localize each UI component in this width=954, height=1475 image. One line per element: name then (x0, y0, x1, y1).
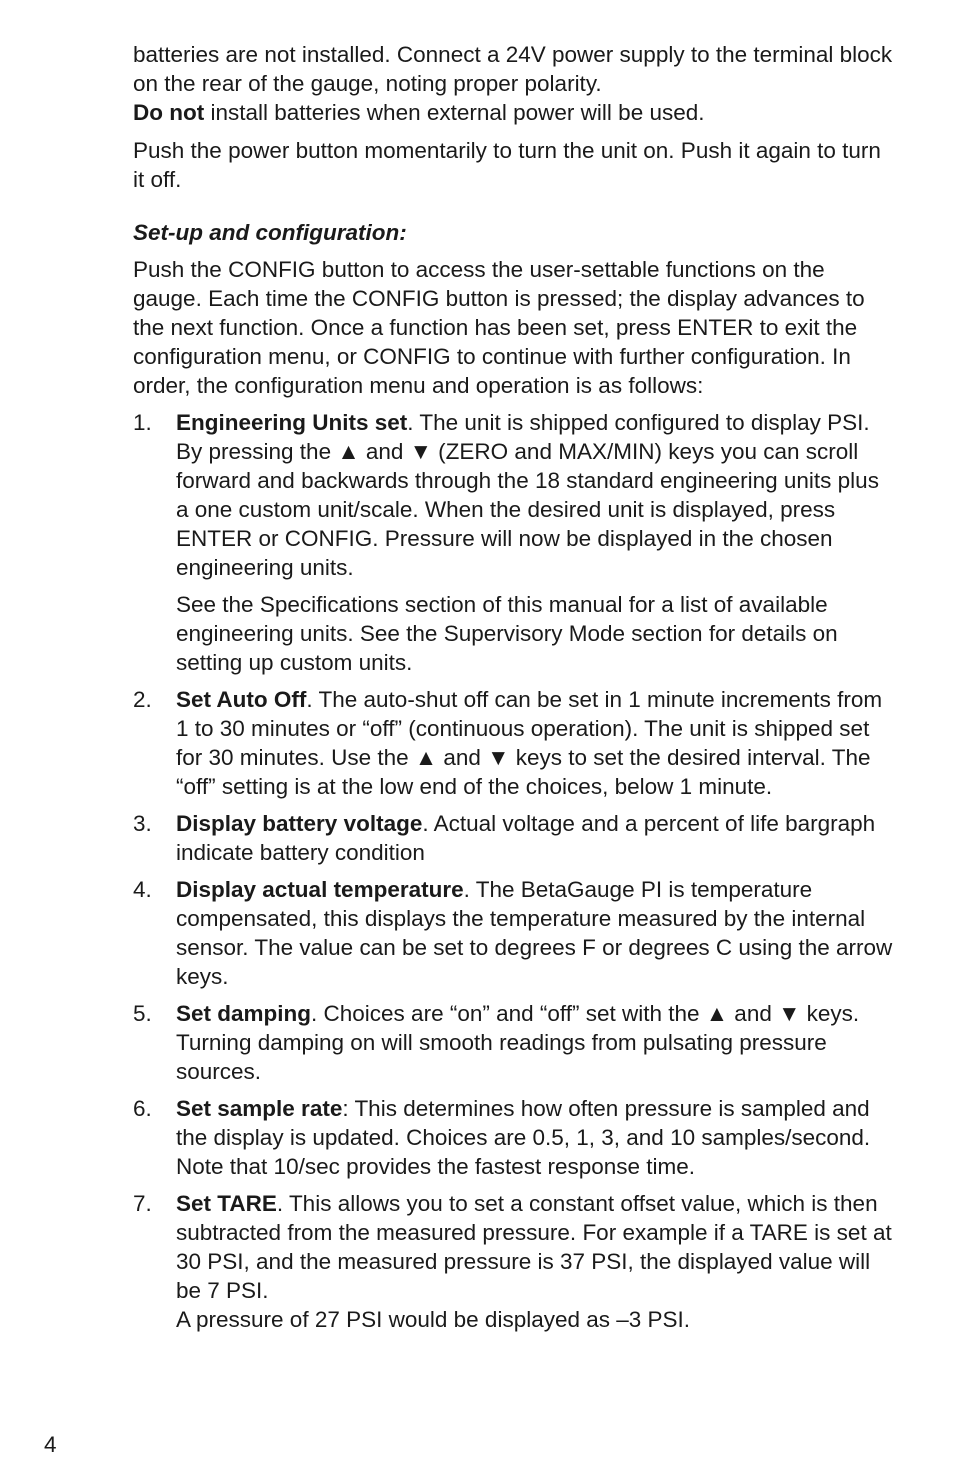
manual-page (133, 40, 893, 1342)
list-item-body (176, 999, 893, 1086)
intro-power-supply-text: batteries are not installed. Connect a 24V power supply to the terminal block on the rear of the gauge, noting proper polarity. (133, 42, 893, 96)
list-item-number: 5. (133, 1001, 152, 1026)
config-steps-list (133, 408, 893, 1334)
page-number: 4 (44, 1432, 57, 1457)
list-item (133, 999, 893, 1086)
section-intro-paragraph: Push the CONFIG button to access the user-settable functions on the gauge. Each time the CONFIG button is pressed; the display advances to the next function. Once a function has been set, press ENTER to exit the configuration menu, or CONFIG to continue with further configuration. In order, the configuration menu and operation is as follows: (133, 257, 865, 398)
list-item-number: 6. (133, 1096, 152, 1121)
list-item (133, 1094, 893, 1181)
list-item-text: : This determines how often pressure is sampled and the display is updated. Choices are 0.5, 1, 3, and 10 samples/second. Note that 10/sec provides the fastest response time. (176, 1096, 871, 1179)
list-item (133, 809, 893, 867)
power-button-paragraph: Push the power button momentarily to turn the unit on. Push it again to turn it off. (133, 138, 881, 192)
list-item-term: Set sample rate (176, 1096, 343, 1121)
list-item-text: . Actual voltage and a percent of life bargraph indicate battery condition (176, 811, 876, 865)
list-item-term: Set damping (176, 1001, 312, 1026)
list-item (133, 408, 893, 677)
list-item-body (176, 875, 893, 991)
list-item-number: 4. (133, 877, 152, 902)
section-heading: Set-up and configuration: (133, 220, 407, 245)
list-item-number: 3. (133, 811, 152, 836)
list-item-body (176, 408, 893, 582)
list-item-body (176, 1094, 893, 1181)
list-item-text: . The unit is shipped configured to display PSI. By pressing the ▲ and ▼ (ZERO and MAX/MIN) keys you can scroll forward and backwards through the 18 standard engineering units plus a one custom unit/scale. When the desired unit is displayed, press ENTER or CONFIG. Pressure will now be displayed in the chosen engineering units. (176, 410, 879, 580)
list-item-number: 7. (133, 1191, 152, 1216)
list-item-extra-paragraph: A pressure of 27 PSI would be displayed as –3 PSI. (176, 1307, 691, 1332)
list-item-term: Set Auto Off (176, 687, 307, 712)
list-item-text: . This allows you to set a constant offset value, which is then subtracted from the measured pressure. For example if a TARE is set at 30 PSI, and the measured pressure is 37 PSI, the displayed value will be 7 PSI. (176, 1191, 892, 1303)
do-not-warning-bold: Do not (133, 100, 205, 125)
intro-paragraph (133, 40, 893, 127)
list-item (133, 685, 893, 801)
list-item-text: . The auto-shut off can be set in 1 minute increments from 1 to 30 minutes or “off” (continuous operation). The unit is shipped set for 30 minutes. Use the ▲ and ▼ keys to set the desired interval. The “off” setting is at the low end of the choices, below 1 minute. (176, 687, 883, 799)
list-item-term: Display actual temperature (176, 877, 464, 902)
list-item-extra-paragraph: See the Specifications section of this manual for a list of available engineering units. See the Supervisory Mode section for details on setting up custom units. (176, 592, 838, 675)
list-item-term: Display battery voltage (176, 811, 423, 836)
do-not-warning-text: install batteries when external power will be used. (204, 100, 705, 125)
list-item-number: 2. (133, 687, 152, 712)
list-item-body (176, 685, 893, 801)
list-item (133, 875, 893, 991)
list-item-term: Engineering Units set (176, 410, 408, 435)
list-item-text: . Choices are “on” and “off” set with the ▲ and ▼ keys. Turning damping on will smooth readings from pulsating pressure sources. (176, 1001, 860, 1084)
list-item-text: . The BetaGauge PI is temperature compensated, this displays the temperature measured by the internal sensor. The value can be set to degrees F or degrees C using the arrow keys. (176, 877, 893, 989)
list-item (133, 1189, 893, 1334)
list-item-number: 1. (133, 410, 152, 435)
list-item-body (176, 1189, 893, 1305)
list-item-term: Set TARE (176, 1191, 277, 1216)
list-item-body (176, 809, 893, 867)
